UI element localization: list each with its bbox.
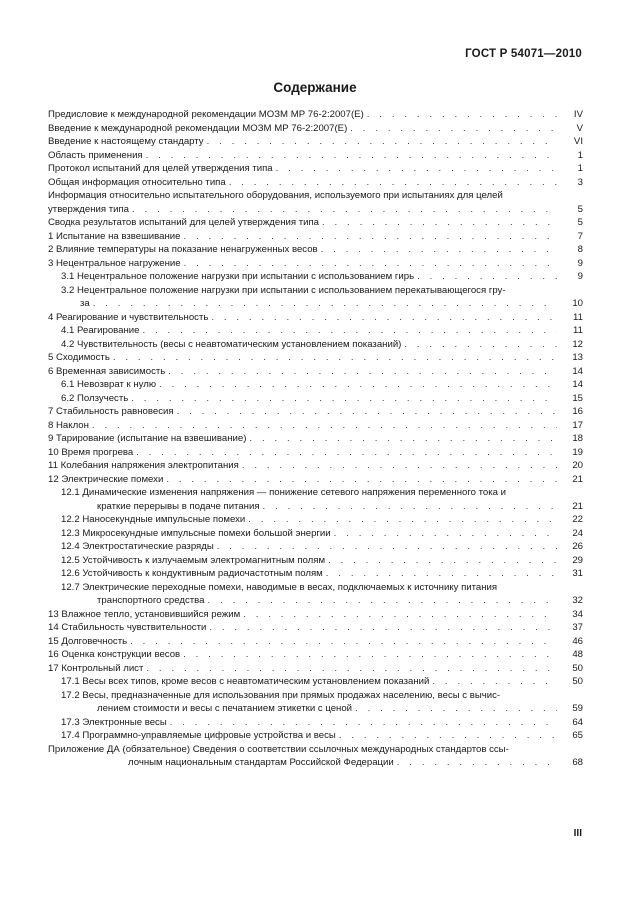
toc-page-number: 46 — [572, 635, 583, 647]
toc-page-number: 1 — [577, 163, 583, 174]
toc-page-number: 13 — [572, 352, 583, 363]
toc-entry-line: за — [80, 298, 90, 309]
toc-entry-text — [61, 581, 561, 608]
toc-page-number: 5 — [577, 203, 583, 215]
toc-entry[interactable] — [48, 135, 583, 149]
toc-entry-line: 5 Сходимость — [48, 352, 110, 363]
toc-entry-line: 17.2 Весы, предназначенные для использования при прямых продажах населению, весы с вычис- — [61, 689, 501, 701]
toc-entry-text — [48, 311, 561, 325]
toc-page-number: 1 — [577, 149, 583, 161]
toc-entry-line: 11 Колебания напряжения электропитания — [48, 460, 239, 471]
dot-leader — [93, 297, 557, 311]
toc-entry[interactable] — [48, 419, 583, 433]
toc-entry-text — [61, 284, 561, 311]
dot-leader — [432, 675, 557, 689]
dot-leader — [322, 216, 557, 230]
toc-page-number: 16 — [572, 406, 583, 417]
toc-page-number: 3 — [577, 176, 583, 188]
toc-entry[interactable] — [48, 378, 583, 392]
dot-leader — [249, 432, 557, 446]
toc-entry-line: 16 Оценка конструкции весов — [48, 649, 181, 660]
dot-leader — [136, 446, 557, 460]
toc-entry-line: 12.5 Устойчивость к излучаемым электромагнитным полям — [61, 554, 326, 566]
dot-leader — [350, 122, 557, 136]
dot-leader — [217, 540, 557, 554]
toc-entry-line: 12.2 Наносекундные импульсные помехи — [61, 514, 246, 525]
toc-entry-line: 10 Время прогрева — [48, 446, 134, 458]
toc-entry-line: лением стоимости и весы с печатанием этикетки с ценой — [97, 703, 353, 714]
toc-entry[interactable] — [48, 513, 583, 527]
toc-entry-text — [48, 189, 561, 216]
toc-entry-text — [48, 662, 561, 676]
toc-entry[interactable] — [48, 351, 583, 365]
toc-entry-text — [48, 351, 561, 365]
toc-entry-line: 13 Влажное тепло, установившийся режим — [48, 608, 241, 620]
toc-entry-line: 15 Долговечность — [48, 635, 128, 647]
toc-page-number: 68 — [572, 757, 583, 768]
toc-entry-line: 6.1 Невозврат к нулю — [61, 379, 157, 390]
toc-entry[interactable] — [48, 567, 583, 581]
dot-leader — [367, 108, 557, 122]
toc-page-number: 31 — [572, 568, 583, 579]
toc-page-number: 8 — [577, 244, 583, 255]
toc-entry-line: 14 Стабильность чувствительности — [48, 622, 207, 633]
dot-leader — [242, 459, 557, 473]
dot-leader — [166, 473, 557, 487]
dot-leader — [170, 716, 557, 730]
toc-entry[interactable] — [48, 230, 583, 244]
toc-entry-line: Приложение ДА (обязательное) Сведения о соответствии ссылочных международных стандартов ссы- — [48, 743, 509, 755]
toc-entry-line: краткие перерывы в подаче питания — [97, 500, 260, 512]
toc-entry-line: 3.1 Нецентральное положение нагрузки при испытании с использованием гирь — [61, 271, 415, 282]
toc-entry[interactable] — [48, 338, 583, 352]
toc-entry-text — [48, 405, 561, 419]
dot-leader — [146, 149, 557, 163]
dot-leader — [177, 405, 557, 419]
toc-entry-text — [48, 419, 561, 433]
toc-entry-text — [61, 729, 561, 743]
toc-entry-line: 2 Влияние температуры на показание ненагруженных весов — [48, 244, 318, 255]
dot-leader — [207, 135, 557, 149]
toc-page-number: 65 — [572, 730, 583, 741]
dot-leader — [130, 635, 557, 649]
toc-entry-line: 17.3 Электронные весы — [61, 716, 167, 728]
toc-page-number: 12 — [572, 338, 583, 350]
toc-entry-text — [61, 338, 561, 352]
page-title: Содержание — [273, 80, 357, 95]
toc-entry-line: 17.1 Весы всех типов, кроме весов с неавтоматическим установлением показаний — [61, 676, 430, 687]
toc-page-number: 14 — [572, 379, 583, 390]
toc-entry-line: 12.1 Динамические изменения напряжения — понижение сетевого напряжения переменного тока и — [61, 487, 507, 498]
toc-entry[interactable] — [48, 743, 583, 770]
toc-entry[interactable] — [48, 608, 583, 622]
dot-leader — [321, 243, 557, 257]
toc-entry-line: 8 Наклон — [48, 419, 89, 431]
toc-entry[interactable] — [48, 540, 583, 554]
toc-entry-text — [61, 486, 561, 513]
toc-entry-line: 7 Стабильность равновесия — [48, 406, 174, 417]
toc-entry[interactable] — [48, 432, 583, 446]
toc-entry-text — [61, 540, 561, 554]
toc-entry-text — [61, 527, 561, 541]
toc-page-number: 48 — [572, 649, 583, 660]
toc-entry-line: Общая информация относительно типа — [48, 176, 226, 188]
toc-entry[interactable] — [48, 216, 583, 230]
toc-entry[interactable] — [48, 648, 583, 662]
toc-entry-text — [48, 608, 561, 622]
dot-leader — [229, 176, 557, 190]
toc-entry[interactable] — [48, 392, 583, 406]
toc-entry[interactable] — [48, 621, 583, 635]
dot-leader — [339, 729, 557, 743]
toc-page-number: 32 — [572, 595, 583, 606]
toc-entry[interactable] — [48, 662, 583, 676]
toc-entry-line: 6 Временная зависимость — [48, 365, 166, 377]
toc-entry-line: Введение к настоящему стандарту — [48, 136, 204, 147]
toc-entry[interactable] — [48, 635, 583, 649]
toc-page-number: 7 — [577, 230, 583, 242]
toc-entry-line: 6.2 Ползучесть — [61, 392, 129, 404]
dot-leader — [276, 162, 557, 176]
dot-leader — [209, 621, 557, 635]
toc-entry-text — [48, 108, 561, 122]
dot-leader — [211, 311, 557, 325]
toc-entry[interactable] — [48, 284, 583, 311]
toc-page-number: 37 — [572, 622, 583, 633]
dot-leader — [184, 257, 557, 271]
toc-entry-line: 12.3 Микросекундные импульсные помехи большой энергии — [61, 527, 331, 539]
toc-entry-text — [48, 257, 561, 271]
toc-entry-text — [61, 392, 561, 406]
toc-entry-line: 17.4 Программно-управляемые цифровые устройства и весы — [61, 730, 336, 741]
toc-entry-text — [61, 378, 561, 392]
toc-page-number: 21 — [572, 500, 583, 512]
toc-entry-line: 4.2 Чувствительность (весы с неавтоматическим установлением показаний) — [61, 338, 402, 350]
toc-entry[interactable] — [48, 311, 583, 325]
toc-page-number: VI — [573, 136, 583, 147]
toc-entry[interactable] — [48, 324, 583, 338]
toc-entry[interactable] — [48, 162, 583, 176]
toc-entry[interactable] — [48, 527, 583, 541]
toc-entry-text — [48, 122, 561, 136]
toc-page-number: 10 — [572, 298, 583, 309]
table-of-contents — [48, 108, 583, 770]
toc-entry-line: 12.4 Электростатические разряды — [61, 541, 214, 552]
toc-entry-text — [48, 648, 561, 662]
toc-entry[interactable] — [48, 365, 583, 379]
toc-entry[interactable] — [48, 554, 583, 568]
toc-page-number: 11 — [573, 311, 583, 323]
toc-entry[interactable] — [48, 716, 583, 730]
toc-entry[interactable] — [48, 729, 583, 743]
toc-entry-line: 4 Реагирование и чувствительность — [48, 311, 209, 323]
toc-entry-text — [61, 513, 561, 527]
toc-entry-text — [48, 459, 561, 473]
dot-leader — [417, 270, 557, 284]
toc-entry-line: 4.1 Реагирование — [61, 325, 140, 336]
toc-page-number: 17 — [572, 419, 583, 431]
dot-leader — [243, 608, 557, 622]
toc-page-number: 50 — [572, 676, 583, 687]
toc-entry-text — [48, 162, 561, 176]
toc-entry-text — [48, 243, 561, 257]
toc-entry-text — [48, 230, 561, 244]
toc-page-number: 24 — [572, 527, 583, 539]
toc-page-number: 20 — [572, 460, 583, 471]
toc-page-number: V — [576, 122, 583, 134]
dot-leader — [326, 567, 557, 581]
toc-entry-text — [61, 324, 561, 338]
toc-entry-text — [48, 743, 561, 770]
toc-entry[interactable] — [48, 486, 583, 513]
toc-entry[interactable] — [48, 149, 583, 163]
toc-page-number: 22 — [572, 514, 583, 525]
dot-leader — [397, 756, 557, 770]
dot-leader — [143, 324, 558, 338]
toc-entry-text — [48, 446, 561, 460]
toc-entry-text — [61, 567, 561, 581]
toc-entry[interactable] — [48, 459, 583, 473]
page-number: III — [573, 828, 582, 839]
toc-entry[interactable] — [48, 189, 583, 216]
toc-entry-text — [48, 365, 561, 379]
toc-entry-line: Введение к международной рекомендации МОЗМ МР 76-2:2007(E) — [48, 122, 348, 134]
toc-entry-line: 3 Нецентральное нагружение — [48, 257, 181, 269]
toc-entry[interactable] — [48, 405, 583, 419]
toc-entry[interactable] — [48, 689, 583, 716]
toc-page-number: 50 — [572, 662, 583, 674]
toc-entry-line: 12.7 Электрические переходные помехи, наводимые в весах, подключаемых к источнику питания — [61, 581, 498, 593]
dot-leader — [328, 554, 557, 568]
dot-leader — [334, 527, 557, 541]
toc-entry-text — [61, 689, 561, 716]
toc-entry-line: 12 Электрические помехи — [48, 473, 164, 485]
toc-entry-line: 9 Тарирование (испытание на взвешивание) — [48, 433, 247, 444]
toc-entry-line: Информация относительно испытательного оборудования, используемого при испытаниях для целей — [48, 190, 503, 201]
toc-entry[interactable] — [48, 270, 583, 284]
dot-leader — [263, 500, 557, 514]
toc-entry-line: Область применения — [48, 149, 143, 161]
toc-page-number: 11 — [573, 325, 583, 336]
toc-page-number: 15 — [572, 392, 583, 404]
toc-entry-line: Предисловие к международной рекомендации МОЗМ МР 76-2:2007(E) — [48, 109, 364, 120]
toc-entry-line: 3.2 Нецентральное положение нагрузки при испытании с использованием перекатывающегося гру- — [61, 284, 506, 296]
toc-page-number: 59 — [572, 703, 583, 714]
toc-entry[interactable] — [48, 176, 583, 190]
toc-entry-line: лочным национальным стандартам Российской Федерации — [128, 757, 394, 768]
dot-leader — [113, 351, 557, 365]
toc-page-number: 29 — [572, 554, 583, 566]
toc-entry-text — [61, 675, 561, 689]
toc-entry-line: 17 Контрольный лист — [48, 662, 144, 674]
toc-entry-text — [48, 135, 561, 149]
toc-entry-text — [48, 149, 561, 163]
toc-entry[interactable] — [48, 108, 583, 122]
dot-leader — [183, 648, 557, 662]
toc-page-number: 19 — [572, 446, 583, 458]
document-header: ГОСТ Р 54071—2010 — [465, 48, 582, 60]
dot-leader — [131, 392, 557, 406]
toc-entry-text — [48, 176, 561, 190]
toc-page-number: 5 — [577, 217, 583, 228]
toc-page-number: 34 — [572, 608, 583, 620]
toc-entry-text — [61, 270, 561, 284]
toc-entry-text — [48, 473, 561, 487]
dot-leader — [159, 378, 557, 392]
toc-page-number: 9 — [577, 271, 583, 282]
toc-entry-line: 12.6 Устойчивость к кондуктивным радиочастотным полям — [61, 568, 323, 579]
toc-entry[interactable] — [48, 257, 583, 271]
toc-page-number: 21 — [572, 473, 583, 485]
toc-entry[interactable] — [48, 675, 583, 689]
dot-leader — [92, 419, 557, 433]
dot-leader — [168, 365, 557, 379]
toc-entry-text — [48, 432, 561, 446]
toc-page-number: IV — [573, 109, 583, 120]
toc-entry[interactable] — [48, 243, 583, 257]
toc-page-number: 64 — [572, 716, 583, 728]
toc-entry-line: 1 Испытание на взвешивание — [48, 230, 181, 242]
toc-entry[interactable] — [48, 446, 583, 460]
toc-entry-text — [48, 621, 561, 635]
toc-entry-line: Протокол испытаний для целей утверждения типа — [48, 163, 273, 174]
toc-page-number: 14 — [572, 365, 583, 377]
toc-entry[interactable] — [48, 122, 583, 136]
toc-page-number: 9 — [577, 257, 583, 269]
toc-entry-text — [48, 635, 561, 649]
dot-leader — [146, 662, 557, 676]
toc-entry-text — [61, 554, 561, 568]
toc-entry[interactable] — [48, 581, 583, 608]
toc-entry-text — [61, 716, 561, 730]
toc-entry[interactable] — [48, 473, 583, 487]
toc-page-number: 18 — [572, 433, 583, 444]
dot-leader — [355, 702, 557, 716]
dot-leader — [404, 338, 557, 352]
toc-entry-line: транспортного средства — [97, 595, 205, 606]
toc-entry-text — [48, 216, 561, 230]
dot-leader — [208, 594, 557, 608]
toc-entry-line: Сводка результатов испытаний для целей утверждения типа — [48, 217, 319, 228]
toc-entry-line: утверждения типа — [48, 203, 130, 215]
dot-leader — [132, 203, 557, 217]
dot-leader — [183, 230, 557, 244]
dot-leader — [248, 513, 557, 527]
toc-page-number: 26 — [572, 541, 583, 552]
